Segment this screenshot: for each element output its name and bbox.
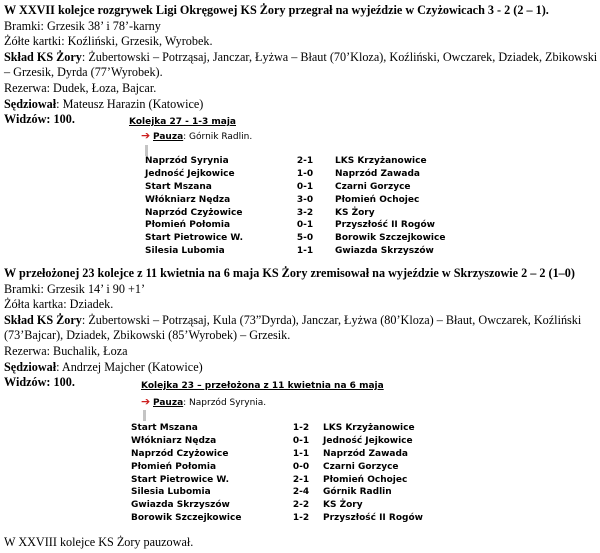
match-score: 0-1 <box>296 181 314 192</box>
round27-yellow-cards: Żółte kartki: Koźliński, Grzesik, Wyrobek. <box>4 34 213 49</box>
away-team: Gwiazda Skrzyszów <box>335 246 434 257</box>
table-row <box>131 513 451 526</box>
round27-results-table <box>129 117 459 257</box>
table-row <box>145 246 455 259</box>
table-row <box>145 182 455 195</box>
home-team: Płomień Połomia <box>145 220 231 231</box>
table-row <box>131 436 451 449</box>
match-score: 0-0 <box>292 461 310 472</box>
home-team: Start Pietrowice W. <box>145 233 244 244</box>
round23-reserves: Rezerwa: Buchalik, Łoza <box>4 344 128 358</box>
table-row <box>131 500 451 513</box>
away-team: KS Żory <box>323 500 363 511</box>
table-row <box>145 156 455 169</box>
away-team: KS Żory <box>335 207 375 218</box>
away-team: Naprzód Zawada <box>323 448 408 459</box>
round23-yellow-card: Żółta kartka: Dziadek. <box>4 297 114 312</box>
round23-bye: ➔ Pauza: Naprzód Syrynia. <box>141 395 267 408</box>
round27-bye: ➔ Pauza: Górnik Radlin. <box>141 129 253 142</box>
table-row <box>145 169 455 182</box>
match-score: 1-1 <box>292 448 310 459</box>
away-team: LKS Krzyżanowice <box>323 423 415 433</box>
match-score: 1-2 <box>292 423 310 433</box>
round27-intro: W XXVII kolejce rozgrywek Ligi Okręgowej KS Żory przegrał na wyjeździe w Czyżowicach 3 - 2 (2 – 1). <box>4 3 549 17</box>
round28-note: W XXVIII kolejce KS Żory pauzował. <box>4 535 194 549</box>
home-team: Naprzód Czyżowice <box>145 207 243 218</box>
away-team: Górnik Radlin <box>323 487 392 498</box>
round27-goals: Bramki: Grzesik 38’ i 78’-karny <box>4 18 161 33</box>
round23-intro: W przełożonej 23 kolejce z 11 kwietnia na 6 maja KS Żory zremisował na wyjeździe w Skrzyszowie 2 – 2 (1–0) <box>4 266 575 280</box>
away-team: Płomień Ochojec <box>335 194 420 205</box>
home-team: Włókniarz Nędza <box>145 194 231 205</box>
match-score: 0-1 <box>296 220 314 231</box>
round23-lineup: Skład KS Żory: Żubertowski – Potrząsaj, Kula (73”Dyrda), Janczar, Łyżwa (80’Kloza) – Błaut, Owczarek, Koźliński (73’Bajcar), Dziadek, Zbikowski (85’Wyrobek) – Grzesik. <box>4 312 582 343</box>
away-team: Przyszłość II Rogów <box>335 220 435 231</box>
match-score: 1-0 <box>296 168 314 179</box>
match-score: 3-0 <box>296 194 314 205</box>
table-row <box>145 233 455 246</box>
away-team: Czarni Gorzyce <box>335 181 411 192</box>
round23-match-list <box>131 423 451 526</box>
round27-referee: Sędziował: Mateusz Harazin (Katowice) <box>4 96 204 111</box>
arrow-right-icon: ➔ <box>141 129 151 142</box>
away-team: Naprzód Zawada <box>335 168 420 179</box>
round23-goals: Bramki: Grzesik 14’ i 90 +1’ <box>4 281 146 296</box>
round23-results-table <box>129 381 459 526</box>
round23-referee: Sędziował: Andrzej Majcher (Katowice) <box>4 359 203 374</box>
table-row <box>145 220 455 233</box>
home-team: Naprzód Syrynia <box>145 156 229 166</box>
away-team: Czarni Gorzyce <box>323 461 399 472</box>
home-team: Jedność Jejkowice <box>145 168 235 179</box>
away-team: Przyszłość II Rogów <box>323 513 423 524</box>
round23-table-title: Kolejka 23 – przełożona z 11 kwietnia na 6 maja <box>141 381 384 391</box>
round27-match-list <box>145 156 455 259</box>
home-team: Naprzód Czyżowice <box>131 448 229 459</box>
match-score: 2-1 <box>296 156 314 166</box>
match-score: 3-2 <box>296 207 314 218</box>
match-score: 0-1 <box>292 435 310 446</box>
home-team: Włókniarz Nędza <box>131 435 217 446</box>
table-row <box>145 195 455 208</box>
match-score: 1-2 <box>292 513 310 524</box>
home-team: Płomień Połomia <box>131 461 217 472</box>
gray-marker-icon <box>145 145 148 156</box>
gray-marker-icon <box>143 410 146 421</box>
round27-spectators: Widzów: 100. <box>4 112 75 127</box>
away-team: Borowik Szczejkowice <box>335 233 446 244</box>
match-score: 1-1 <box>296 246 314 257</box>
home-team: Silesia Lubomia <box>131 487 211 498</box>
home-team: Silesia Lubomia <box>145 246 225 257</box>
match-score: 2-2 <box>292 500 310 511</box>
table-row <box>131 423 451 436</box>
round27-lineup: Skład KS Żory: Żubertowski – Potrząsaj, Janczar, Łyżwa – Błaut (70’Kloza), Koźliński, Owczarek, Dziadek, Zbikowski – Grzesik, Dyrda (77’Wyrobek). <box>4 49 598 80</box>
round23-spectators: Widzów: 100. <box>4 375 75 390</box>
home-team: Start Mszana <box>145 181 212 192</box>
table-row <box>131 475 451 488</box>
home-team: Borowik Szczejkowice <box>131 513 242 524</box>
table-row <box>131 462 451 475</box>
home-team: Start Mszana <box>131 423 198 433</box>
away-team: LKS Krzyżanowice <box>335 156 427 166</box>
table-row <box>131 449 451 462</box>
arrow-right-icon: ➔ <box>141 395 151 408</box>
table-row <box>145 208 455 221</box>
match-score: 2-4 <box>292 487 310 498</box>
round27-table-title: Kolejka 27 - 1-3 maja <box>129 117 236 127</box>
away-team: Płomień Ochojec <box>323 474 408 485</box>
round27-reserves: Rezerwa: Dudek, Łoza, Bajcar. <box>4 81 157 95</box>
table-row <box>131 487 451 500</box>
away-team: Jedność Jejkowice <box>323 435 413 446</box>
home-team: Gwiazda Skrzyszów <box>131 500 230 511</box>
match-score: 5-0 <box>296 233 314 244</box>
home-team: Start Pietrowice W. <box>131 474 230 485</box>
match-score: 2-1 <box>292 474 310 485</box>
